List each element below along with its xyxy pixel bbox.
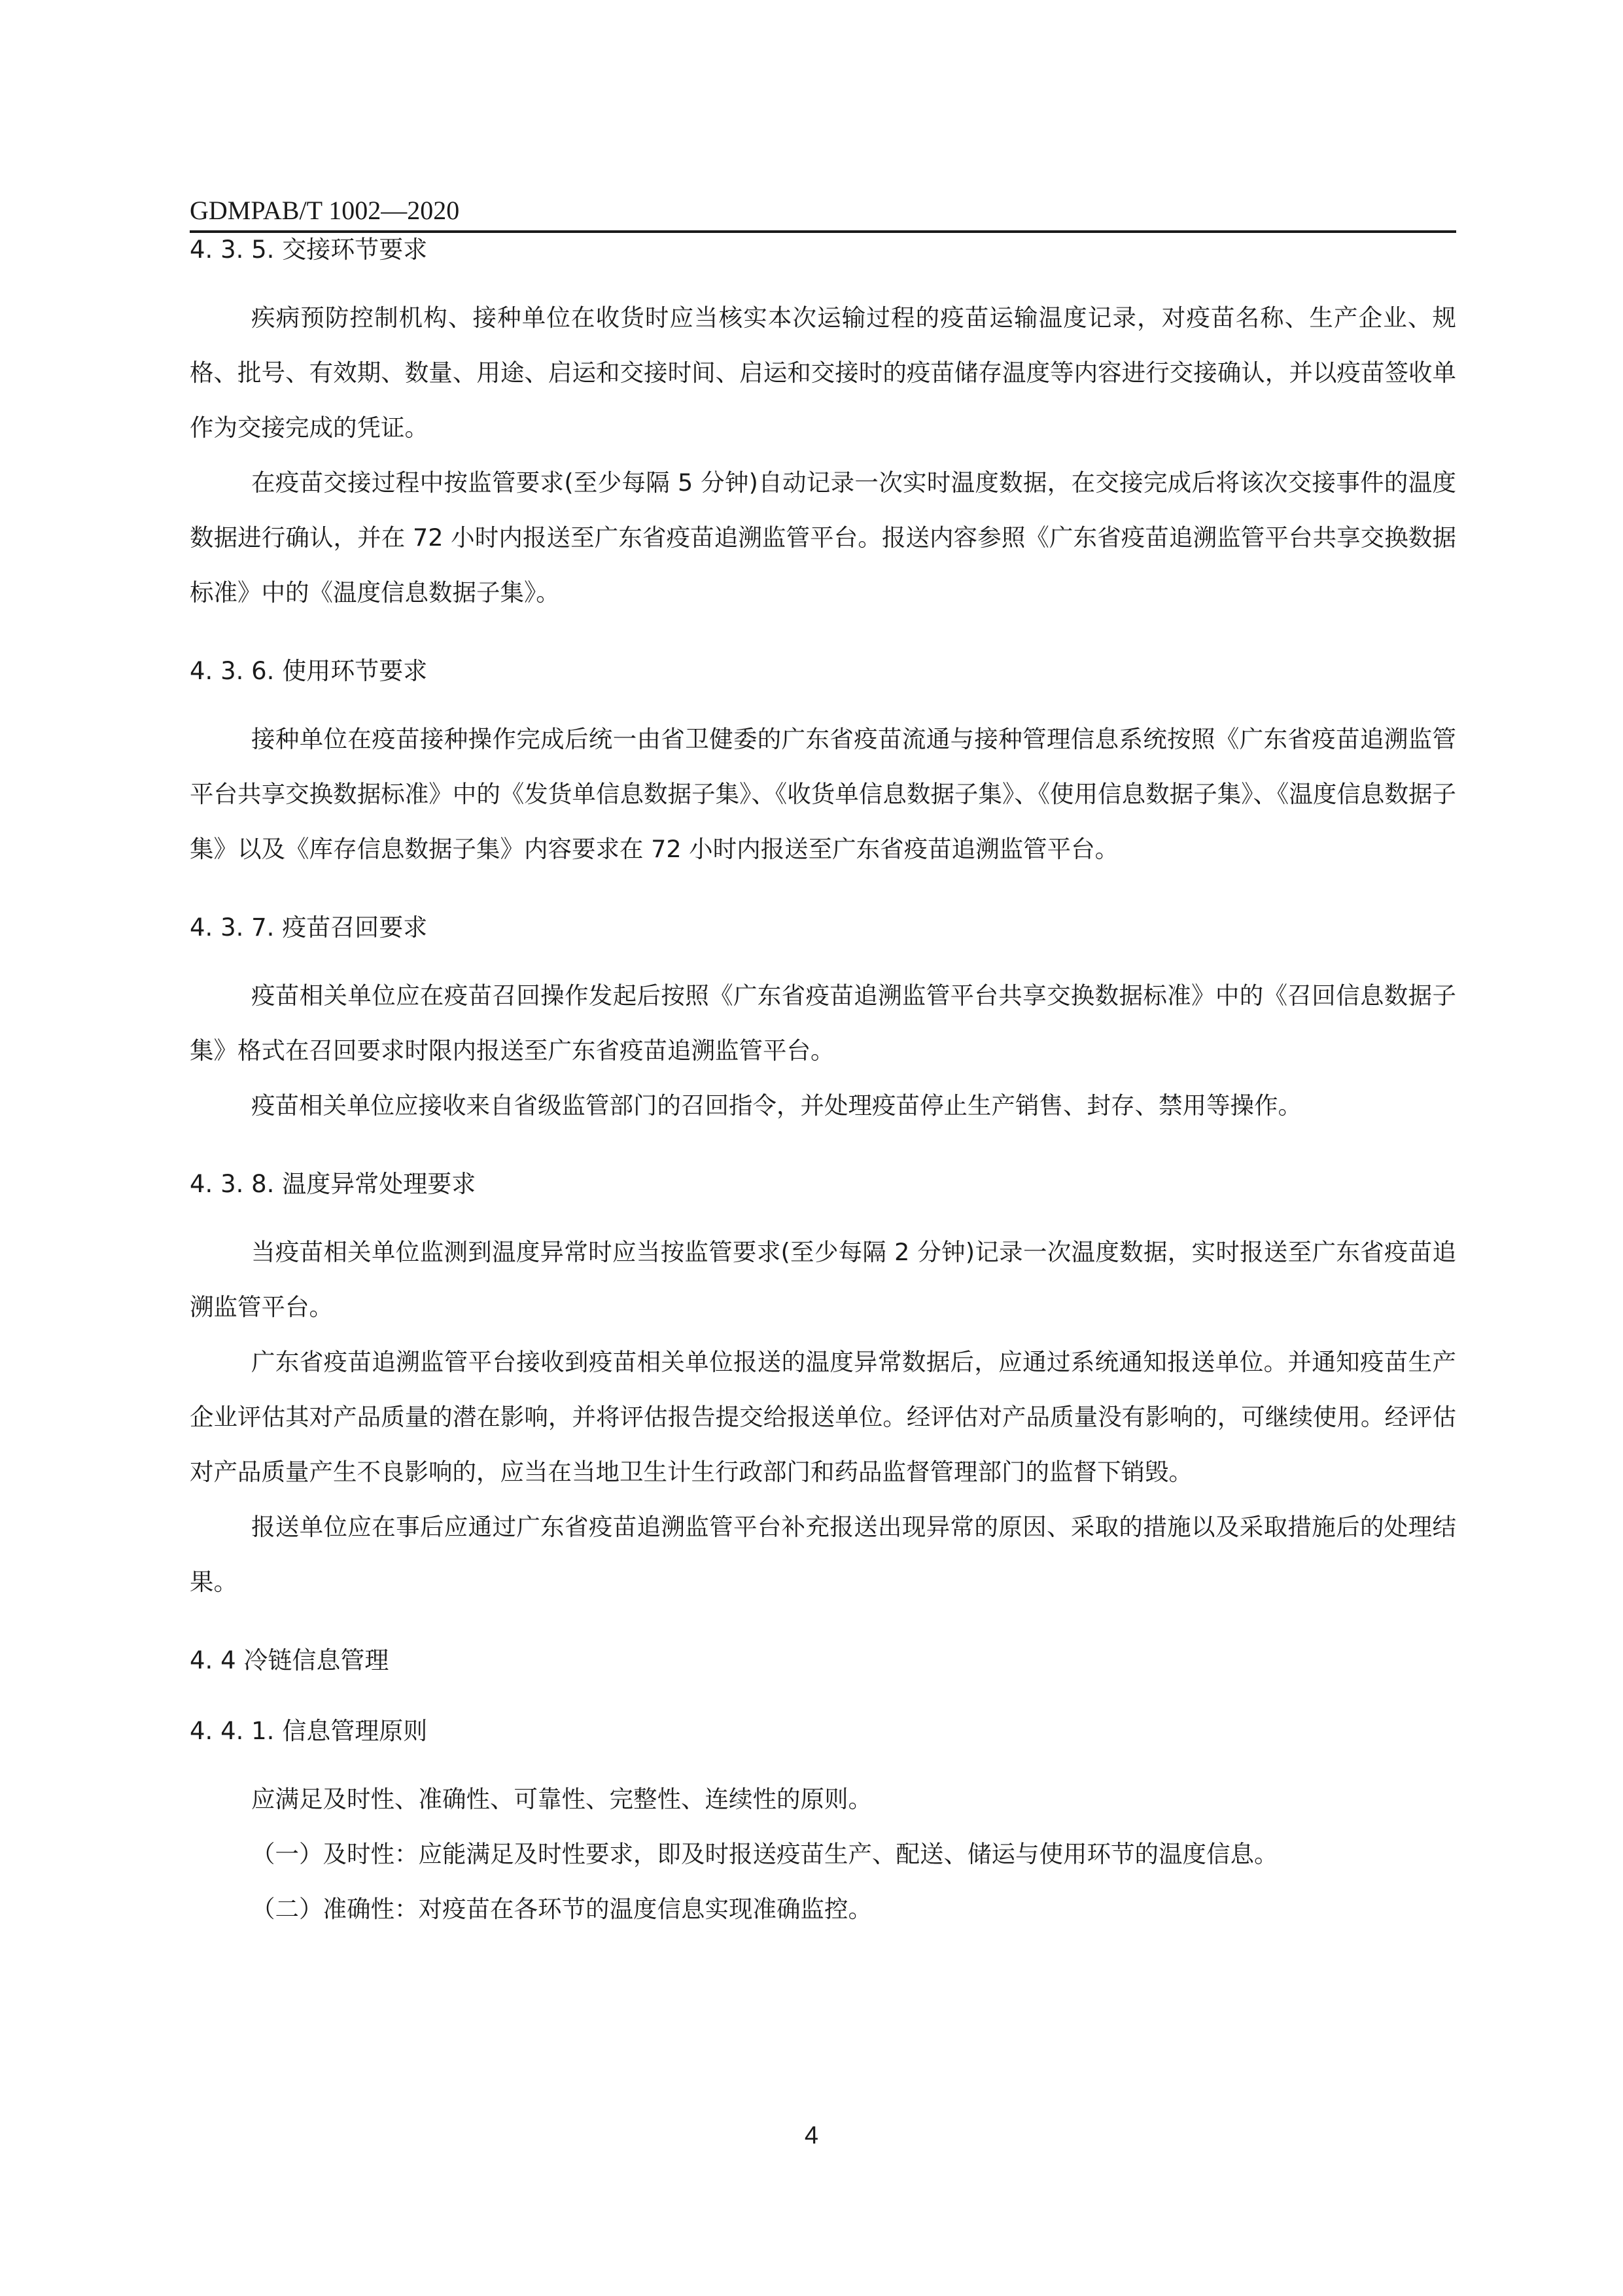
paragraph: 当疫苗相关单位监测到温度异常时应当按监管要求(至少每隔 2 分钟)记录一次温度数据，实时报送至广东省疫苗追溯监管平台。 xyxy=(190,1238,1456,1321)
spacer xyxy=(190,620,1456,652)
spacer xyxy=(190,947,1456,968)
spacer xyxy=(190,1751,1456,1772)
section-heading-4-3-7: 4. 3. 7. 疫苗召回要求 xyxy=(190,913,428,942)
document-body xyxy=(190,230,1456,1937)
section-heading-4-3-6: 4. 3. 6. 使用环节要求 xyxy=(190,657,428,685)
paragraph: 疫苗相关单位应在疫苗召回操作发起后按照《广东省疫苗追溯监管平台共享交换数据标准》中的《召回信息数据子集》格式在召回要求时限内报送至广东省疫苗追溯监管平台。 xyxy=(190,981,1456,1065)
spacer xyxy=(190,877,1456,908)
paragraph: 报送单位应在事后应通过广东省疫苗追溯监管平台补充报送出现异常的原因、采取的措施以及采取措施后的处理结果。 xyxy=(190,1513,1456,1596)
spacer xyxy=(190,1680,1456,1712)
page-header xyxy=(190,191,1456,233)
paragraph: 接种单位在疫苗接种操作完成后统一由省卫健委的广东省疫苗流通与接种管理信息系统按照《广东省疫苗追溯监管平台共享交换数据标准》中的《发货单信息数据子集》、《收货单信息数据子集》、《使用信息数据子集》、《温度信息数据子集》以及《库存信息数据子集》内容要求在 72 小时内报送至广东省疫苗追溯监管平台。 xyxy=(190,725,1456,863)
paragraph: 疾病预防控制机构、接种单位在收货时应当核实本次运输过程的疫苗运输温度记录，对疫苗名称、生产企业、规格、批号、有效期、数量、用途、启运和交接时间、启运和交接时的疫苗储存温度等内容进行交接确认，并以疫苗签收单作为交接完成的凭证。 xyxy=(190,304,1456,442)
paragraph: 广东省疫苗追溯监管平台接收到疫苗相关单位报送的温度异常数据后，应通过系统通知报送单位。并通知疫苗生产企业评估其对产品质量的潜在影响，并将评估报告提交给报送单位。经评估对产品质量没有影响的，可继续使用。经评估对产品质量产生不良影响的，应当在当地卫生计生行政部门和药品监督管理部门的监督下销毁。 xyxy=(190,1348,1456,1486)
page-number: 4 xyxy=(804,2122,819,2149)
section-heading-4-3-5: 4. 3. 5. 交接环节要求 xyxy=(190,236,428,264)
paragraph: 疫苗相关单位应接收来自省级监管部门的召回指令，并处理疫苗停止生产销售、封存、禁用等操作。 xyxy=(251,1091,1302,1120)
list-item: （二）准确性：对疫苗在各环节的温度信息实现准确监控。 xyxy=(251,1895,872,1923)
list-item: （一）及时性：应能满足及时性要求，即及时报送疫苗生产、配送、储运与使用环节的温度信息。 xyxy=(251,1840,1278,1868)
section-heading-4-4-1: 4. 4. 1. 信息管理原则 xyxy=(190,1717,428,1745)
spacer xyxy=(190,1204,1456,1225)
spacer xyxy=(190,691,1456,712)
spacer xyxy=(190,1133,1456,1165)
section-heading-4-3-8: 4. 3. 8. 温度异常处理要求 xyxy=(190,1170,476,1198)
document-code: GDMPAB/T 1002—2020 xyxy=(190,196,460,225)
section-heading-4-4: 4. 4 冷链信息管理 xyxy=(190,1646,389,1674)
paragraph: 应满足及时性、准确性、可靠性、完整性、连续性的原则。 xyxy=(251,1785,872,1813)
paragraph: 在疫苗交接过程中按监管要求(至少每隔 5 分钟)自动记录一次实时温度数据，在交接完成后将该次交接事件的温度数据进行确认，并在 72 小时内报送至广东省疫苗追溯监管平台。报送内容参照《广东省疫苗追溯监管平台共享交换数据标准》中的《温度信息数据子集》。 xyxy=(190,468,1456,607)
spacer xyxy=(190,270,1456,291)
spacer xyxy=(190,1610,1456,1641)
